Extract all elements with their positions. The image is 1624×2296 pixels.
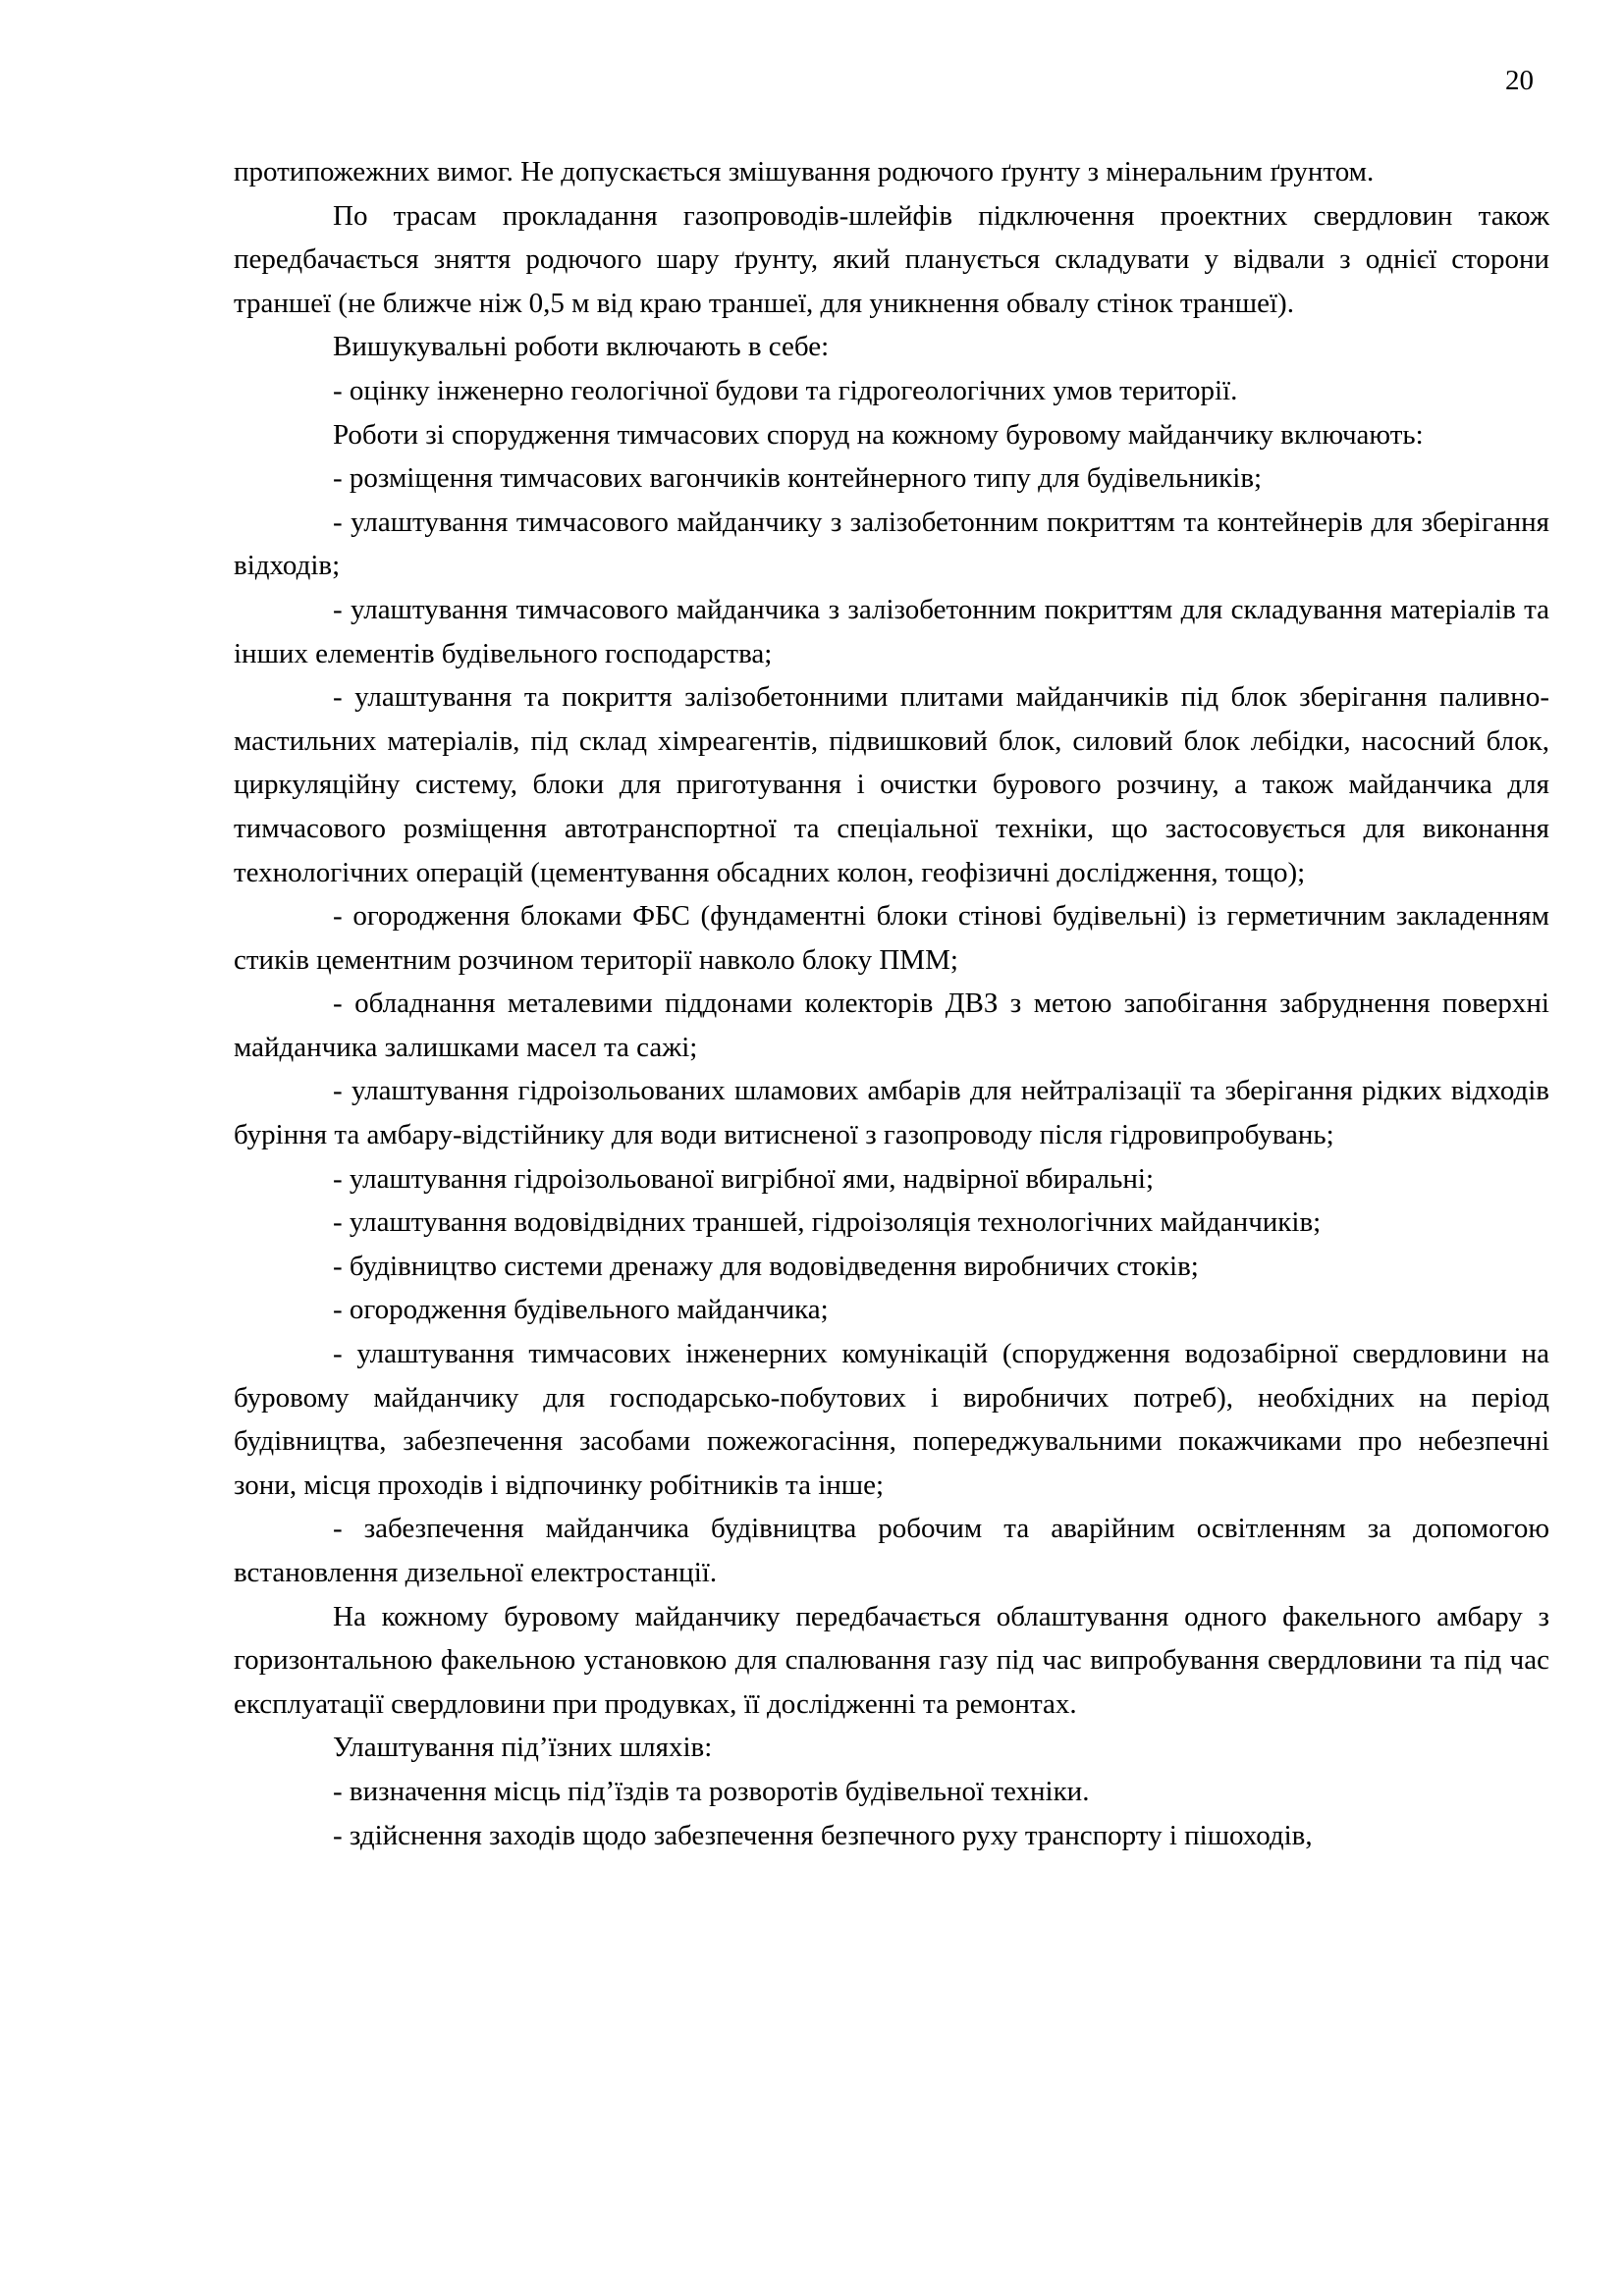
paragraph: Улаштування під’їзних шляхів: [333, 1732, 713, 1764]
paragraph: На кожному буровому майданчику передбачається облаштування одного факельного амбару з горизонтальною факельною установкою для спалювання газу під час випробування свердловини та під час експлуатації свердловини при продувках, її дослідженні та ремонтах. [234, 1600, 1549, 1720]
body-text [234, 150, 1549, 1857]
paragraph: - обладнання металевими піддонами колекторів ДВЗ з метою запобігання забруднення поверхні майданчика залишками масел та сажі; [234, 988, 1549, 1063]
paragraph: - оцінку інженерно геологічної будови та гідрогеологічних умов території. [333, 374, 1238, 406]
paragraph: протипожежних вимог. Не допускається змішування родючого ґрунту з мінеральним ґрунтом. [234, 156, 1375, 187]
paragraph: - забезпечення майданчика будівництва робочим та аварійним освітленням за допомогою встановлення дизельної електростанції. [234, 1513, 1549, 1588]
paragraph: - улаштування та покриття залізобетонними плитами майданчиків під блок зберігання паливно-мастильних матеріалів, під склад хімреагентів, підвишковий блок, силовий блок лебідки, насосний блок, циркуляційну систему, блоки для приготування і очистки бурового розчину, а також майданчика для тимчасового розміщення автотранспортної та спеціальної техніки, що застосовується для виконання технологічних операцій (цементування обсадних колон, геофізичні дослідження, тощо); [234, 681, 1549, 888]
paragraph: - здійснення заходів щодо забезпечення безпечного руху транспорту і пішоходів, [333, 1819, 1313, 1851]
paragraph: - улаштування тимчасових інженерних комунікацій (спорудження водозабірної свердловини на буровому майданчику для господарсько-побутових і виробничих потреб), необхідних на період будівництва, забезпечення засобами пожежогасіння, попереджувальними покажчиками про небезпечні зони, місця проходів і відпочинку робітників та інше; [234, 1338, 1549, 1501]
paragraph: По трасам прокладання газопроводів-шлейфів підключення проектних свердловин також передбачається зняття родючого шару ґрунту, який планується складувати у відвали з однієї сторони траншеї (не ближче ніж 0,5 м від краю траншеї, для уникнення обвалу стінок траншеї). [234, 199, 1549, 319]
page-number: 20 [1505, 65, 1534, 96]
paragraph: - улаштування гідроізольованих шламових амбарів для нейтралізації та зберігання рідких відходів буріння та амбару-відстійнику для води витисненої з газопроводу після гідровипробувань; [234, 1075, 1549, 1151]
paragraph: - будівництво системи дренажу для водовідведення виробничих стоків; [333, 1250, 1199, 1282]
paragraph: - улаштування водовідвідних траншей, гідроізоляція технологічних майданчиків; [333, 1206, 1322, 1239]
paragraph: - огородження блоками ФБС (фундаментні блоки стінові будівельні) із герметичним закладенням стиків цементним розчином території навколо блоку ПММ; [234, 900, 1549, 976]
paragraph: - улаштування гідроізольованої вигрібної ями, надвірної вбиральні; [333, 1162, 1155, 1195]
paragraph: - огородження будівельного майданчика; [333, 1294, 829, 1326]
paragraph: - визначення місць під’їздів та розворотів будівельної техніки. [333, 1775, 1090, 1807]
paragraph: Роботи зі спорудження тимчасових споруд на кожному буровому майданчику включають: [333, 418, 1424, 451]
paragraph: Вишукувальні роботи включають в себе: [333, 331, 830, 363]
paragraph: - улаштування тимчасового майданчика з залізобетонним покриттям для складування матеріалів та інших елементів будівельного господарства; [234, 593, 1549, 669]
paragraph: - розміщення тимчасових вагончиків контейнерного типу для будівельників; [333, 462, 1263, 495]
paragraph: - улаштування тимчасового майданчику з залізобетонним покриттям та контейнерів для зберігання відходів; [234, 506, 1549, 582]
